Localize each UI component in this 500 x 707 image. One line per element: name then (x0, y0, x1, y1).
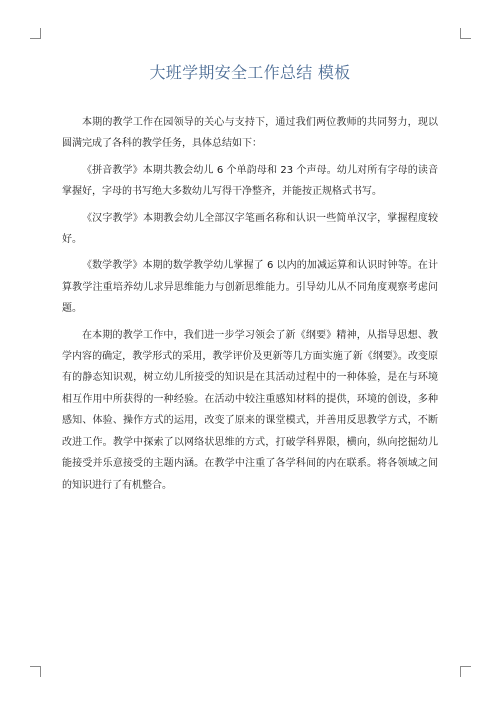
paragraph-intro: 本期的教学工作在园领导的关心与支持下，通过我们两位教师的共同努力，现以圆满完成了各科的教学任务，具体总结如下： (62, 117, 438, 150)
paragraph-pinyin: 《拼音教学》本期共教会幼儿 6 个单韵母和 23 个声母。幼儿对所有字母的读音掌握好，字母的书写绝大多数幼儿写得干净整齐，并能按正规格式书写。 (62, 164, 438, 198)
crop-mark-top-right (460, 28, 471, 39)
paragraph-math: 《数学教学》本期的数学教学幼儿掌握了 6 以内的加减运算和认识时钟等。在计算教学注重培养幼儿求异思维能力与创新思维能力。引导幼儿从不同角度观察考虑问题。 (62, 260, 438, 315)
crop-mark-top-left (30, 28, 41, 39)
crop-mark-bottom-left (30, 666, 41, 677)
crop-mark-bottom-right (460, 666, 471, 677)
paragraph-summary: 在本期的教学工作中，我们进一步学习领会了新《纲要》精神，从指导思想、教学内容的确定，教学形式的采用，教学评价及更新等几方面实施了新《纲要》。改变原有的静态知识观，树立幼儿所接受的知识是在其活动过程中的一种体验，是在与环境相互作用中所获得的一种经验。在活动中较注重感知材料的提供，环境的创设，多种感知、体验、操作方式的运用，改变了原来的课堂模式，并善用反思教学方式，不断改进工作。教学中探索了以网络状思维的方式，打破学科界限，横向，纵向挖掘幼儿能接受并乐意接受的主题内涵。在教学中注重了各学科间的内在联系。将各领域之间的知识进行了有机整合。 (62, 329, 438, 491)
document-title: 大班学期安全工作总结 模板 (149, 63, 351, 82)
paragraph-hanzi: 《汉字教学》本期教会幼儿全部汉字笔画名称和认识一些简单汉字，掌握程度较好。 (62, 212, 438, 246)
document-body (62, 112, 438, 501)
